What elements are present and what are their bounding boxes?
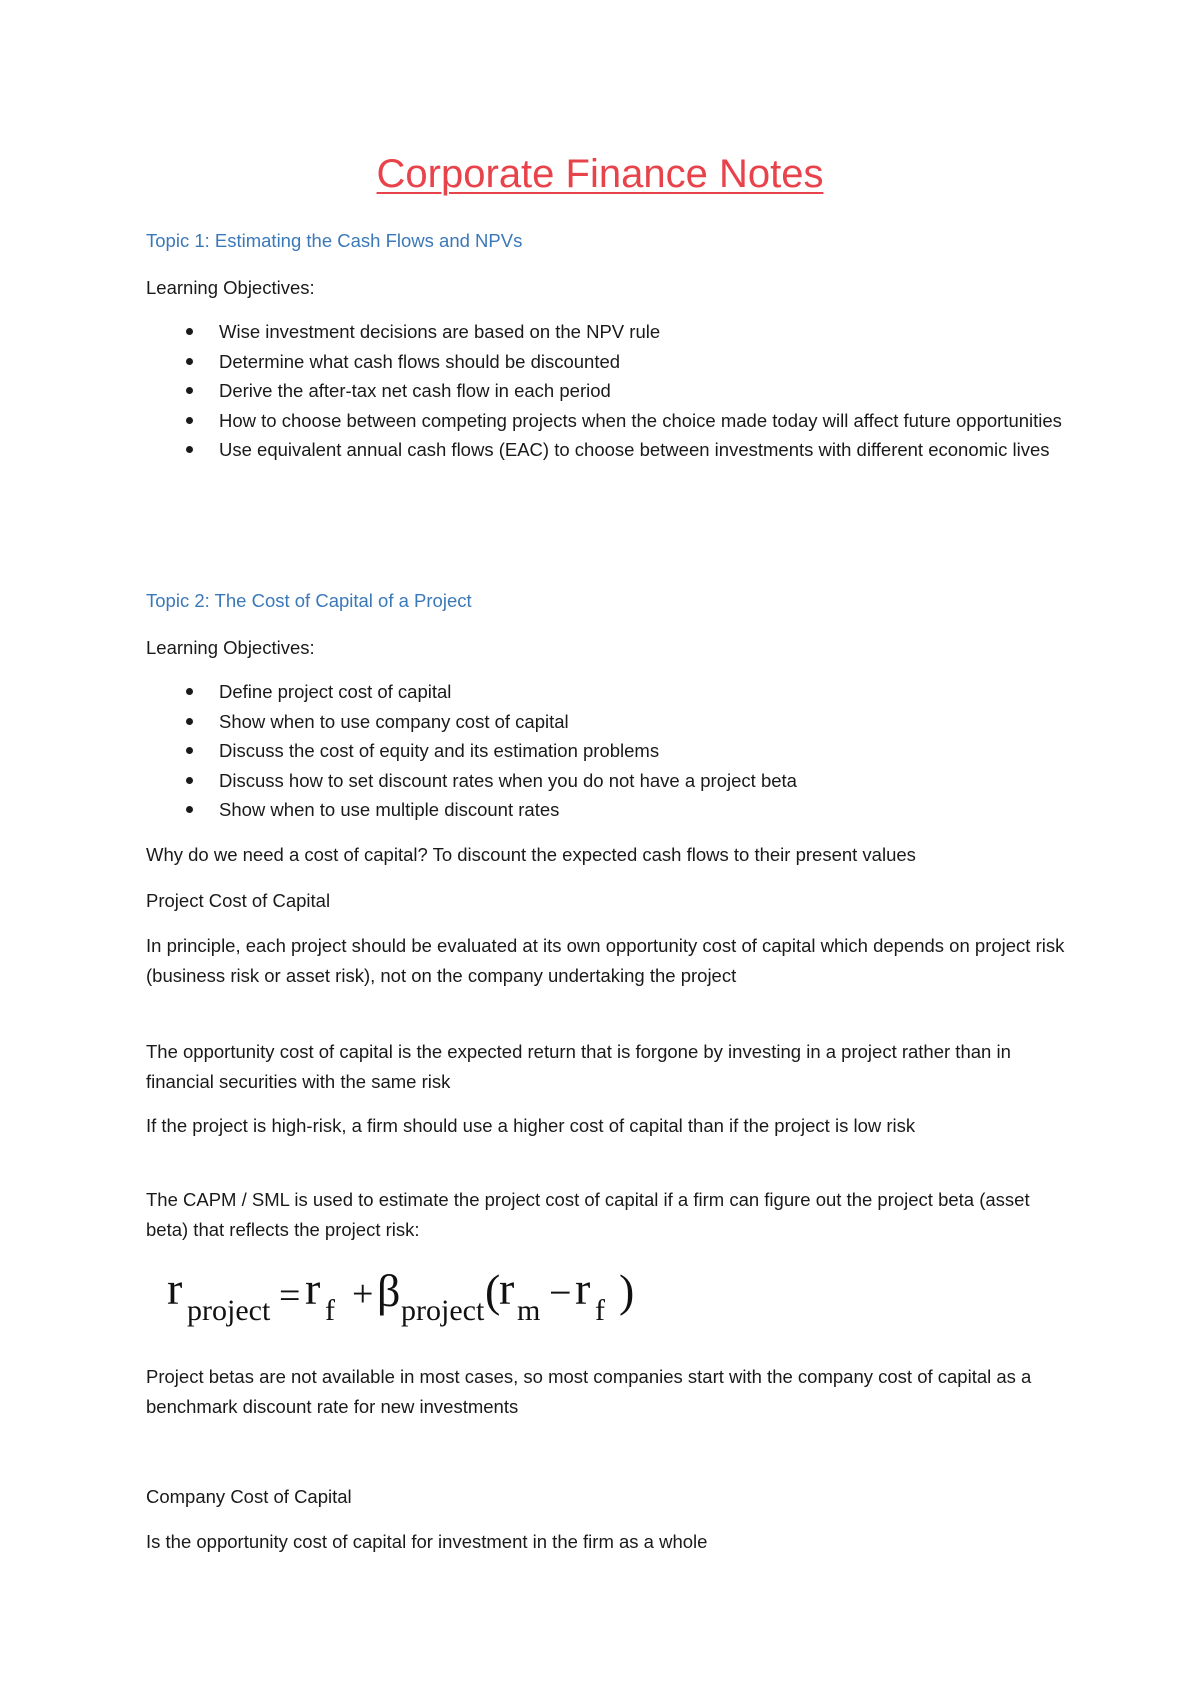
formula-r-f-2: r (575, 1263, 591, 1314)
formula-beta: β (377, 1265, 401, 1316)
page-title: Corporate Finance Notes (376, 152, 824, 196)
topic-2-objectives-label: Learning Objectives: (146, 637, 315, 658)
list-item: Show when to use company cost of capital (146, 707, 1066, 737)
capm-sml-paragraph: The CAPM / SML is used to estimate the project cost of capital if a firm can figure out the project beta (asset beta) that reflects the project risk: (146, 1189, 1030, 1240)
list-item: Derive the after-tax net cash flow in each period (146, 376, 1066, 406)
formula-minus: − (549, 1270, 572, 1315)
formula-f-subscript: f (325, 1294, 335, 1327)
bullet-icon (186, 777, 193, 784)
formula-close-paren: ) (619, 1265, 635, 1316)
formula-r-m: r (499, 1263, 515, 1314)
formula-f-subscript-2: f (595, 1294, 605, 1327)
company-cost-heading: Company Cost of Capital (146, 1486, 352, 1507)
bullet-icon (186, 417, 193, 424)
bullet-icon (186, 446, 193, 453)
bullet-icon (186, 806, 193, 813)
topic-2-objectives-list (146, 677, 1066, 825)
list-item: How to choose between competing projects when the choice made today will affect future opportunities (146, 406, 1066, 436)
topic-1-objectives-list (146, 317, 1066, 465)
bullet-icon (186, 688, 193, 695)
opportunity-cost-paragraph: The opportunity cost of capital is the expected return that is forgone by investing in a project rather than in financial securities with the same risk (146, 1041, 1011, 1092)
bullet-icon (186, 387, 193, 394)
list-item: Show when to use multiple discount rates (146, 795, 1066, 825)
list-item: Define project cost of capital (146, 677, 1066, 707)
list-item: Wise investment decisions are based on the NPV rule (146, 317, 1066, 347)
formula-open-paren: ( (485, 1265, 501, 1316)
formula-r-f: r (305, 1263, 321, 1314)
topic-1-heading: Topic 1: Estimating the Cash Flows and NPVs (146, 230, 523, 251)
formula-r-project: r (167, 1263, 183, 1314)
high-risk-paragraph: If the project is high-risk, a firm should use a higher cost of capital than if the project is low risk (146, 1115, 916, 1136)
project-cost-heading: Project Cost of Capital (146, 890, 331, 911)
bullet-icon (186, 718, 193, 725)
formula-beta-subscript: project (401, 1294, 485, 1327)
why-cost-of-capital-paragraph: Why do we need a cost of capital? To discount the expected cash flows to their present values (146, 844, 916, 865)
bullet-icon (186, 328, 193, 335)
list-item: Discuss how to set discount rates when you do not have a project beta (146, 766, 1066, 796)
bullet-icon (186, 358, 193, 365)
list-item: Discuss the cost of equity and its estimation problems (146, 736, 1066, 766)
formula-m-subscript: m (517, 1294, 541, 1327)
capm-formula (165, 1262, 645, 1342)
topic-2-heading: Topic 2: The Cost of Capital of a Project (146, 590, 472, 611)
list-item: Determine what cash flows should be discounted (146, 347, 1066, 377)
bullet-icon (186, 747, 193, 754)
formula-plus: + (352, 1273, 374, 1315)
formula-project-subscript: project (187, 1294, 271, 1327)
project-betas-paragraph: Project betas are not available in most cases, so most companies start with the company cost of capital as a benchmark discount rate for new investments (146, 1366, 1032, 1417)
company-cost-definition: Is the opportunity cost of capital for investment in the firm as a whole (146, 1531, 708, 1552)
list-item: Use equivalent annual cash flows (EAC) to choose between investments with different economic lives (146, 435, 1066, 465)
formula-equals: = (279, 1275, 301, 1317)
principle-paragraph: In principle, each project should be evaluated at its own opportunity cost of capital which depends on project risk (business risk or asset risk), not on the company undertaking the project (146, 935, 1065, 986)
topic-1-objectives-label: Learning Objectives: (146, 277, 315, 298)
